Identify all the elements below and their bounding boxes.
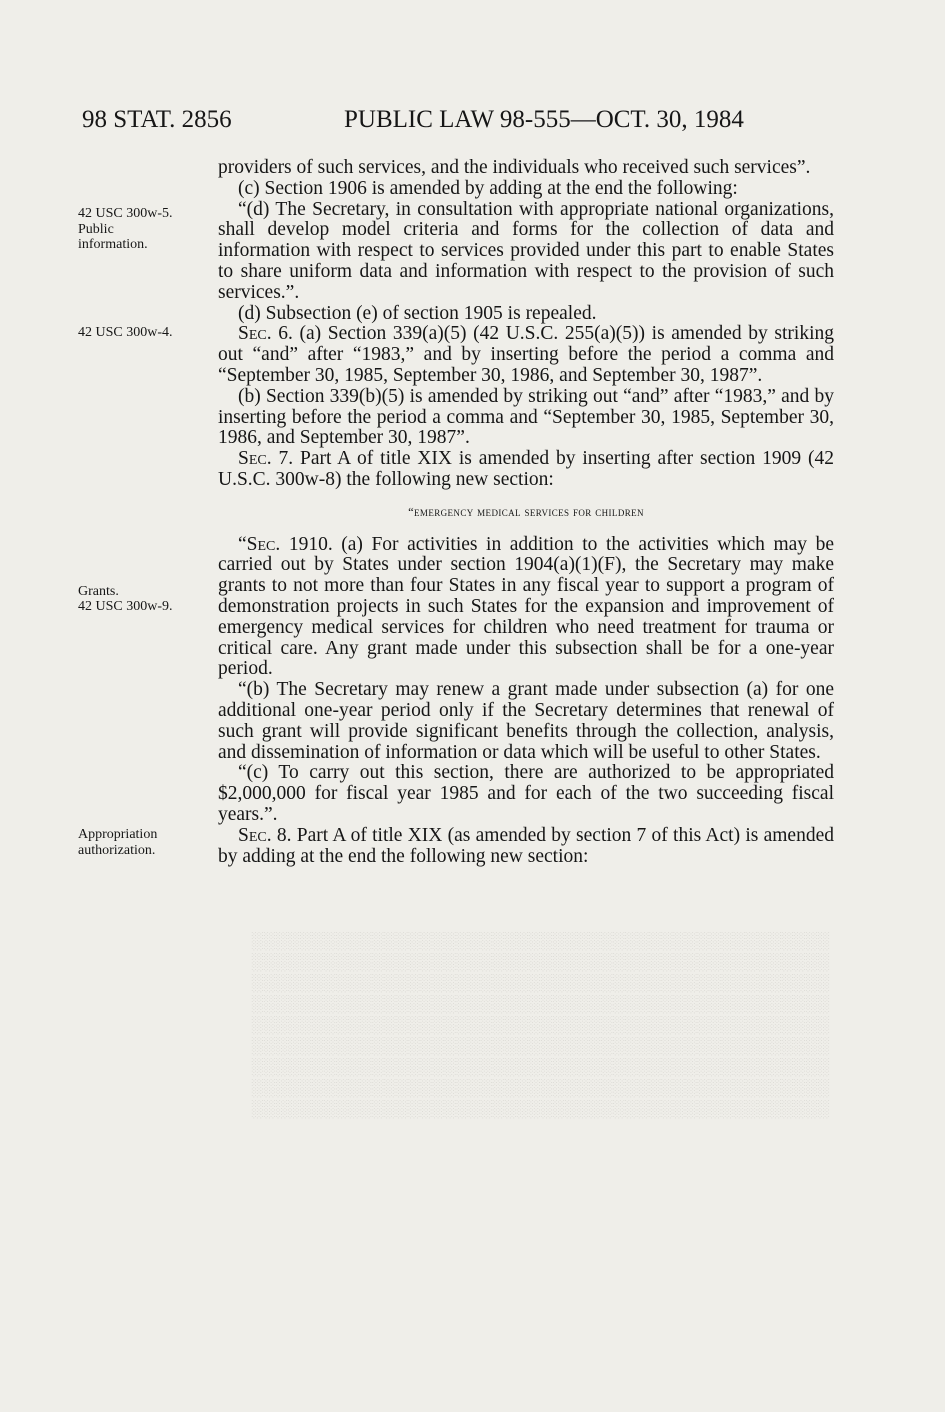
margin-note-usc-code: 42 USC 300w-4. (78, 325, 173, 340)
paragraph: (b) Section 339(b)(5) is amended by striking out “and” after “1983,” and by inserting before the period a comma and “September 30, 1985, September 30, 1986, and September 30, 1987”. (218, 385, 834, 449)
section-label: Sec. 6. (238, 323, 293, 345)
statute-body (218, 158, 834, 867)
margin-note-topic: Grants. (78, 584, 119, 599)
section-8-paragraph (218, 826, 834, 868)
statute-page-reference: 98 STAT. 2856 (82, 106, 232, 133)
paragraph: “(b) The Secretary may renew a grant made under subsection (a) for one additional one-year period only if the Secretary determines that renewal of such grant will provide significant benefits through the collection, analysis, and dissemination of information or data which will be useful to other States. (218, 679, 834, 763)
margin-note-topic: authorization. (78, 843, 156, 858)
bleed-through-texture: ░░░░░░░░░░░░░░░░░░░░░░░░░░░░░░░░░░░░░░░░░░░░░░░░ ░░░░░░░░░░░░░░░░░░░░░░░░░░░░░░░░░░░░░░░░░░░░░░░░ ░░░░░░░░░░░░░░░░░░░░░░░░░░░░░░░░░░░░░░░░░░░░░░░░ ░░░░░░░░░░░░░░░░░░░░░░░░░░░░░░░░░░░░░░░░░░░░░░░░ ░░░░░░░░░░░░░░░░░░░░░░░░░░░░░░░░░░░░░░░░░░░░░░░░ ░░░░░░░░░░░░░░░░░░░░░░░░░░░░░░░░░░░░░░░░░░░░░░░░ ░░░░░░░░░░░░░░░░░░░░░░░░░░░░░░░░░░░░░░░░░░░░░░░░ ░░░░░░░░░░░░░░░░░░░░░░░░░░░░░░░░░░░░░░░░░░░░░░░░ ░░░░░░░░░░░░░░░░░░░░░░░░░░░░░░░░░░░░░░░░░░░░░░░░ (251, 931, 830, 1118)
margin-note-topic: Public (78, 222, 114, 237)
section-6-paragraph (218, 324, 834, 386)
paragraph-text: (a) Section 339(a)(5) (42 U.S.C. 255(a)(5)) is amended by striking out “and” after “1983,” and by inserting before the period a comma and “September 30, 1985, September 30, 1986, and September 30, 1987”. (218, 323, 834, 386)
open-quote: “ (238, 533, 247, 555)
margin-note-topic: information. (78, 237, 148, 252)
section-label: Sec. 7. (238, 448, 294, 470)
section-7-paragraph (218, 449, 834, 491)
section-label: Sec. 8. (238, 824, 292, 846)
section-label: Sec. (246, 533, 281, 555)
margin-note-usc-code: 42 USC 300w-9. (78, 599, 173, 614)
margin-note-usc-code: 42 USC 300w-5. (78, 206, 173, 221)
paragraph: “(c) To carry out this section, there are authorized to be appropriated $2,000,000 for fiscal year 1985 and for each of the two succeeding fiscal years.”. (218, 762, 834, 825)
paragraph-text: 1910. (a) For activities in addition to the activities which may be carried out by States under section 1904(a)(1)(F), the Secretary may make grants to not more than four States in any fiscal year to support a program of demonstration projects in such States for the expansion and improvement of emergency medical services for children who need treatment for trauma or critical care. Any grant made under this subsection shall be for a one-year period. (218, 533, 835, 680)
section-heading: “emergency medical services for children (408, 504, 644, 519)
paragraph: (c) Section 1906 is amended by adding at the end the following: (238, 177, 738, 199)
paragraph: (d) Subsection (e) of section 1905 is repealed. (238, 302, 597, 324)
margin-note-topic: Appropriation (78, 827, 158, 842)
paragraph: “(d) The Secretary, in consultation with appropriate national organizations, shall develop model criteria and forms for the collection of data and information with respect to services provided under this part to enable States to share uniform data and information with respect to the provision of such services.”. (218, 198, 834, 303)
paragraph-text: Part A of title XIX is amended by inserting after section 1909 (42 U.S.C. 300w-8) the following new section: (218, 448, 834, 490)
paragraph-text: Part A of title XIX (as amended by section 7 of this Act) is amended by adding at the end the following new section: (218, 824, 834, 867)
page-header (82, 106, 842, 146)
paragraph: providers of such services, and the individuals who received such services”. (218, 157, 811, 178)
section-1910-paragraph (218, 535, 834, 681)
public-law-title: PUBLIC LAW 98-555—OCT. 30, 1984 (344, 106, 744, 133)
